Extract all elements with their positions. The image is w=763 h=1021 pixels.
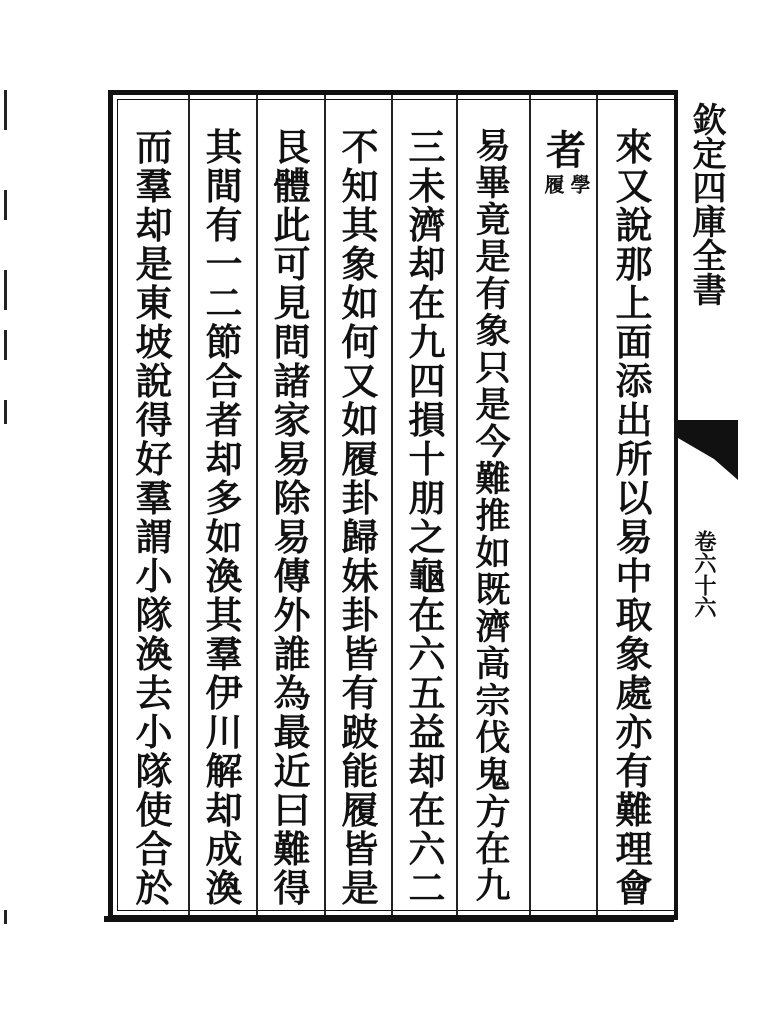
column-char: 龜 <box>408 554 446 598</box>
column-char: 如 <box>341 281 379 325</box>
text-column-8 <box>124 125 184 918</box>
column-char: 損 <box>408 398 446 442</box>
column-char: 三 <box>408 125 446 169</box>
column-char: 象 <box>475 311 511 352</box>
column-rule <box>324 95 326 915</box>
column-char: 鬼 <box>475 755 511 796</box>
column-char: 推 <box>475 496 511 537</box>
column-char: 在 <box>475 829 511 870</box>
column-char: 成 <box>205 827 243 871</box>
column-char: 象 <box>615 632 653 676</box>
column-char: 此 <box>273 203 311 247</box>
column-char: 來 <box>615 125 653 169</box>
column-char: 其 <box>205 593 243 637</box>
column-char: 中 <box>615 554 653 598</box>
bottom-rule <box>104 916 674 922</box>
column-char: 跛 <box>341 710 379 754</box>
column-char: 却 <box>408 242 446 286</box>
column-char: 有 <box>475 274 511 315</box>
text-column-2 <box>536 128 596 194</box>
column-char: 易 <box>475 126 511 167</box>
column-char: 其 <box>205 125 243 169</box>
column-char: 說 <box>615 203 653 247</box>
column-char: 伊 <box>205 671 243 715</box>
column-char: 傳 <box>273 554 311 598</box>
text-column-4 <box>397 125 457 918</box>
column-char: 有 <box>205 203 243 247</box>
column-char: 是 <box>135 242 173 286</box>
column-char: 那 <box>615 242 653 286</box>
text-column-1 <box>604 125 664 918</box>
column-char: 問 <box>273 320 311 364</box>
column-char: 未 <box>408 164 446 208</box>
column-char: 理 <box>615 827 653 871</box>
column-char: 為 <box>273 671 311 715</box>
column-char: 解 <box>205 749 243 793</box>
column-char: 而 <box>135 125 173 169</box>
column-char: 上 <box>615 281 653 325</box>
column-char: 除 <box>273 476 311 520</box>
column-char: 今 <box>475 422 511 463</box>
column-char: 十 <box>408 437 446 481</box>
column-char: 九 <box>408 320 446 364</box>
column-char: 六 <box>408 827 446 871</box>
column-char: 最 <box>273 710 311 754</box>
column-char: 是 <box>341 866 379 910</box>
column-char: 宗 <box>475 681 511 722</box>
column-char: 見 <box>273 281 311 325</box>
column-char: 誰 <box>273 632 311 676</box>
column-char: 羣 <box>135 476 173 520</box>
column-char: 竟 <box>475 200 511 241</box>
column-char: 在 <box>408 593 446 637</box>
column-char: 朋 <box>408 476 446 520</box>
edge-mark <box>4 400 7 424</box>
edge-mark <box>4 330 7 360</box>
column-char: 小 <box>135 554 173 598</box>
column-char: 是 <box>475 237 511 278</box>
column-char: 隊 <box>135 593 173 637</box>
column-char: 濟 <box>475 607 511 648</box>
column-char: 益 <box>408 710 446 754</box>
edge-mark <box>4 90 7 130</box>
column-char: 卦 <box>341 593 379 637</box>
column-char: 小 <box>135 710 173 754</box>
column-char: 易 <box>273 437 311 481</box>
column-char: 添 <box>615 359 653 403</box>
column-char: 者 <box>205 398 243 442</box>
column-char: 難 <box>273 827 311 871</box>
column-char: 好 <box>135 437 173 481</box>
column-char: 所 <box>615 437 653 481</box>
column-char: 二 <box>205 281 243 325</box>
column-char: 東 <box>135 281 173 325</box>
column-char: 之 <box>408 515 446 559</box>
column-char: 一 <box>205 242 243 286</box>
text-column-5 <box>330 125 390 918</box>
column-rule <box>256 95 258 915</box>
text-column-7 <box>194 125 254 918</box>
column-char: 外 <box>273 593 311 637</box>
book-title: 欽定四庫全書 <box>686 102 726 306</box>
column-char: 使 <box>135 788 173 832</box>
fishtail-mark <box>678 420 738 480</box>
column-char: 歸 <box>341 515 379 559</box>
column-char: 渙 <box>205 554 243 598</box>
column-char: 隊 <box>135 749 173 793</box>
column-char: 六 <box>408 632 446 676</box>
column-char: 妹 <box>341 554 379 598</box>
column-char: 渙 <box>205 866 243 910</box>
column-char: 其 <box>341 203 379 247</box>
column-char: 又 <box>615 164 653 208</box>
column-char: 濟 <box>408 203 446 247</box>
column-char: 合 <box>135 827 173 871</box>
column-char: 既 <box>475 570 511 611</box>
column-char: 在 <box>408 281 446 325</box>
annotation-line: 履 <box>541 174 565 194</box>
binding-edge <box>0 70 12 930</box>
column-char: 多 <box>205 476 243 520</box>
column-char: 亦 <box>615 710 653 754</box>
column-char: 履 <box>341 437 379 481</box>
column-char: 有 <box>615 749 653 793</box>
column-char: 坡 <box>135 320 173 364</box>
column-rule <box>529 95 531 915</box>
column-char: 如 <box>205 515 243 559</box>
column-char: 處 <box>615 671 653 715</box>
annotation-line: 學 <box>567 174 591 194</box>
column-char: 說 <box>135 359 173 403</box>
column-char: 易 <box>273 515 311 559</box>
edge-mark <box>4 270 7 310</box>
column-char: 去 <box>135 671 173 715</box>
column-char: 履 <box>341 788 379 832</box>
column-char: 高 <box>475 644 511 685</box>
column-char: 得 <box>273 866 311 910</box>
column-char: 却 <box>205 788 243 832</box>
column-char: 却 <box>205 437 243 481</box>
column-char: 有 <box>341 671 379 715</box>
column-char: 會 <box>615 866 653 910</box>
column-char: 如 <box>475 533 511 574</box>
column-char: 却 <box>408 749 446 793</box>
column-char: 在 <box>408 788 446 832</box>
column-char: 諸 <box>273 359 311 403</box>
column-char: 易 <box>615 515 653 559</box>
column-char: 間 <box>205 164 243 208</box>
column-char: 難 <box>615 788 653 832</box>
column-char: 何 <box>341 320 379 364</box>
column-char: 四 <box>408 359 446 403</box>
column-char: 以 <box>615 476 653 520</box>
column-char: 知 <box>341 164 379 208</box>
column-char: 方 <box>475 792 511 833</box>
column-char: 又 <box>341 359 379 403</box>
column-char: 取 <box>615 593 653 637</box>
column-char: 九 <box>475 866 511 907</box>
column-char: 艮 <box>273 125 311 169</box>
column-char: 二 <box>408 866 446 910</box>
edge-mark <box>4 910 7 924</box>
column-rule <box>188 95 190 915</box>
column-char: 五 <box>408 671 446 715</box>
column-rule <box>596 95 598 915</box>
column-char: 能 <box>341 749 379 793</box>
column-char: 畢 <box>475 163 511 204</box>
column-char: 出 <box>615 398 653 442</box>
fold-strip <box>674 90 763 920</box>
column-char: 體 <box>273 164 311 208</box>
column-char: 難 <box>475 459 511 500</box>
column-char: 近 <box>273 749 311 793</box>
column-char: 謂 <box>135 515 173 559</box>
column-char: 曰 <box>273 788 311 832</box>
column-char: 家 <box>273 398 311 442</box>
column-char: 皆 <box>341 827 379 871</box>
column-char: 得 <box>135 398 173 442</box>
column-char: 是 <box>475 385 511 426</box>
text-column-3 <box>463 128 523 918</box>
column-char: 象 <box>341 242 379 286</box>
edge-mark <box>4 190 7 220</box>
column-char: 可 <box>273 242 311 286</box>
column-char: 只 <box>475 348 511 389</box>
column-char: 節 <box>205 320 243 364</box>
volume-label: 卷六十六 <box>691 530 717 618</box>
column-char: 合 <box>205 359 243 403</box>
column-char: 羣 <box>205 632 243 676</box>
column-char: 面 <box>615 320 653 364</box>
column-char: 渙 <box>135 632 173 676</box>
column-char: 卦 <box>341 476 379 520</box>
column-char: 皆 <box>341 632 379 676</box>
column-char: 羣 <box>135 164 173 208</box>
column-char: 川 <box>205 710 243 754</box>
fold-border <box>674 90 678 920</box>
column-char: 却 <box>135 203 173 247</box>
column-char: 如 <box>341 398 379 442</box>
column-char: 者 <box>546 127 586 174</box>
column-char: 於 <box>135 866 173 910</box>
interlinear-annotation <box>536 174 596 194</box>
column-rule <box>391 95 393 915</box>
column-char: 伐 <box>475 718 511 759</box>
column-char: 不 <box>341 125 379 169</box>
text-column-6 <box>262 125 322 918</box>
